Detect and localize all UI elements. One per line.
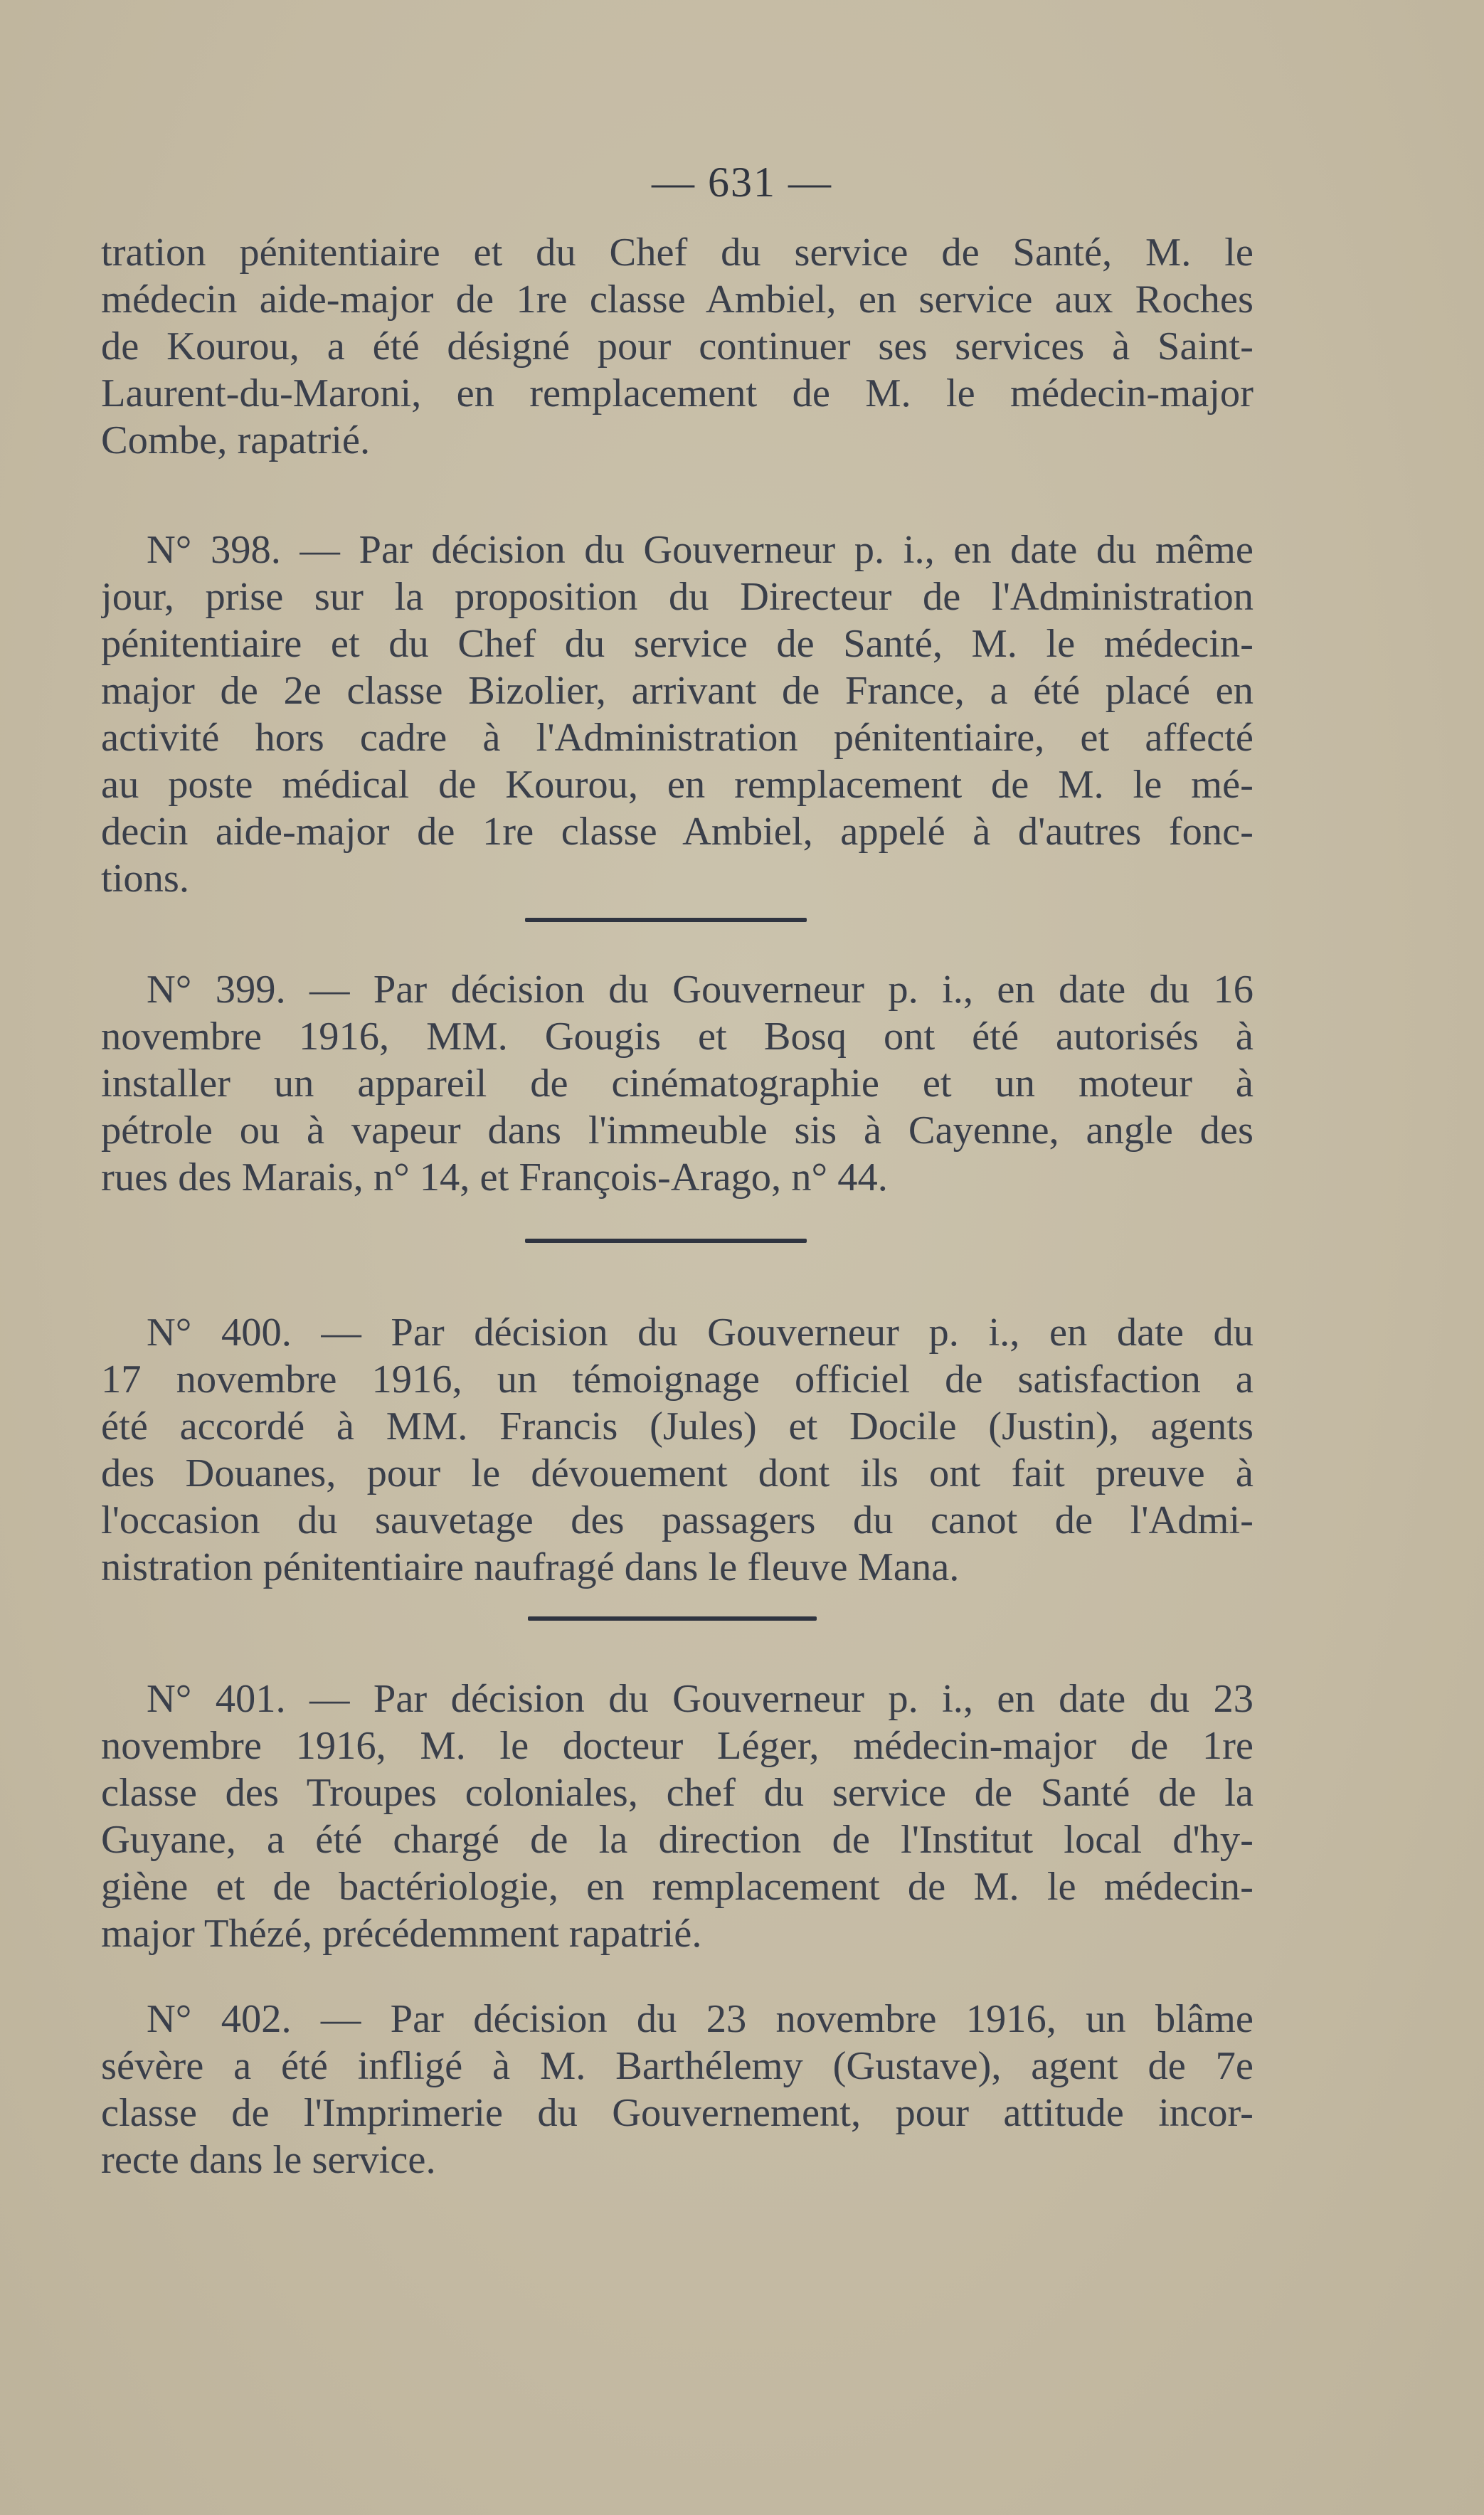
text-line: major de 2e classe Bizolier, arrivant de France, a été placé en [101, 669, 1254, 713]
section-divider [525, 918, 807, 922]
text-line: N° 400. — Par décision du Gouverneur p. i., en date du [147, 1311, 1254, 1355]
text-line: Laurent-du-Maroni, en remplacement de M. le médecin-major [101, 371, 1254, 415]
text-line: 17 novembre 1916, un témoignage officiel de satisfaction a [101, 1357, 1254, 1402]
text-line: decin aide-major de 1re classe Ambiel, appelé à d'autres fonc- [101, 810, 1254, 854]
text-line: N° 398. — Par décision du Gouverneur p. i., en date du même [147, 528, 1254, 572]
text-line: l'occasion du sauvetage des passagers du canot de l'Admi- [101, 1498, 1254, 1542]
paragraph-398 [101, 526, 1254, 902]
text-line: Guyane, a été chargé de la direction de l'Institut local d'hy- [101, 1818, 1254, 1862]
text-line: tration pénitentiaire et du Chef du service de Santé, M. le [101, 231, 1254, 275]
section-divider [528, 1616, 817, 1621]
text-line: jour, prise sur la proposition du Directeur de l'Administration [101, 575, 1254, 619]
text-line: major Thézé, précédemment rapatrié. [101, 1912, 702, 1956]
text-line: N° 401. — Par décision du Gouverneur p. i., en date du 23 [147, 1677, 1254, 1721]
text-line: recte dans le service. [101, 2138, 436, 2182]
text-line: novembre 1916, MM. Gougis et Bosq ont été autorisés à [101, 1015, 1254, 1059]
text-line: été accordé à MM. Francis (Jules) et Docile (Justin), agents [101, 1404, 1254, 1449]
text-line: sévère a été infligé à M. Barthélemy (Gustave), agent de 7e [101, 2044, 1254, 2088]
text-line: Combe, rapatrié. [101, 418, 371, 462]
text-line: au poste médical de Kourou, en remplacement de M. le mé- [101, 763, 1254, 807]
text-line: giène et de bactériologie, en remplacement de M. le médecin- [101, 1865, 1254, 1909]
text-line: tions. [101, 857, 190, 901]
paragraph-399 [101, 966, 1254, 1201]
page-number: — 631 — [652, 159, 832, 206]
text-line: pétrole ou à vapeur dans l'immeuble sis à Cayenne, angle des [101, 1108, 1254, 1153]
text-line: N° 402. — Par décision du 23 novembre 1916, un blâme [147, 1997, 1254, 2041]
text-line: activité hors cadre à l'Administration pénitentiaire, et affecté [101, 716, 1254, 760]
text-line: classe des Troupes coloniales, chef du service de Santé de la [101, 1771, 1254, 1815]
text-line: des Douanes, pour le dévouement dont ils ont fait preuve à [101, 1451, 1254, 1495]
text-line: de Kourou, a été désigné pour continuer ses services à Saint- [101, 324, 1254, 369]
paragraph-400 [101, 1309, 1254, 1591]
text-line: nistration pénitentiaire naufragé dans le fleuve Mana. [101, 1545, 960, 1589]
paragraph-401 [101, 1675, 1254, 1957]
text-line: médecin aide-major de 1re classe Ambiel, en service aux Roches [101, 277, 1254, 322]
text-line: classe de l'Imprimerie du Gouvernement, pour attitude incor- [101, 2091, 1254, 2135]
text-line: N° 399. — Par décision du Gouverneur p. i., en date du 16 [147, 968, 1254, 1012]
section-divider [525, 1239, 807, 1243]
text-line: novembre 1916, M. le docteur Léger, médecin-major de 1re [101, 1724, 1254, 1768]
text-line: pénitentiaire et du Chef du service de Santé, M. le médecin- [101, 622, 1254, 666]
paragraph-402 [101, 1996, 1254, 2183]
text-line: installer un appareil de cinématographie et un moteur à [101, 1061, 1254, 1106]
paragraph-continuation [101, 229, 1254, 464]
text-line: rues des Marais, n° 14, et François-Arago, n° 44. [101, 1155, 888, 1200]
